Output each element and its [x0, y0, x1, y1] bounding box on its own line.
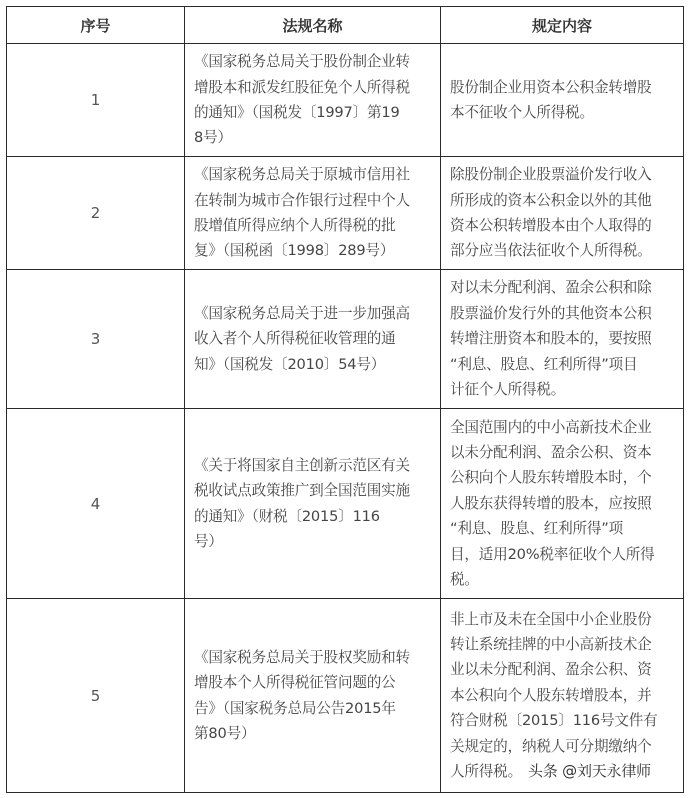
text-line: 全国范围内的中小高新技术企业 — [450, 418, 652, 436]
text-line: 股票溢价发行外的其他资本公积 — [450, 304, 652, 322]
regulation-name-cell — [185, 409, 441, 599]
text-line: 《国家税务总局关于原城市信用社 — [194, 166, 410, 184]
text-line: 转让系统挂牌的中小高新技术企 — [450, 635, 652, 653]
regulation-name-cell — [185, 599, 441, 793]
text-line: 告》（国家税务总局公告2015年 — [194, 699, 396, 717]
text-line: 号） — [194, 532, 223, 550]
text-line: 人股东获得转增的股本，应按照 — [450, 494, 652, 512]
row-index: 2 — [7, 157, 185, 270]
row-index: 3 — [7, 270, 185, 409]
regulations-table — [6, 6, 684, 793]
text-line: 8号） — [194, 129, 232, 147]
text-line: 《关于将国家自主创新示范区有关 — [194, 456, 410, 474]
header-index: 序号 — [7, 7, 185, 44]
text-line: 第80号） — [194, 724, 256, 742]
text-line — [450, 759, 675, 784]
table-row — [7, 409, 684, 599]
text-line: 本不征收个人所得税。 — [450, 104, 594, 121]
text-line: 《国家税务总局关于进一步加强高 — [194, 304, 410, 322]
table-row — [7, 270, 684, 409]
text-line: 部分应当依法征收个人所得税。 — [450, 242, 652, 260]
text-line: 股增值所得应纳个人所得税的批 — [194, 217, 396, 234]
text-line: “利息、股息、红利所得”项目 — [450, 355, 638, 373]
text-line-part: 人所得税。 — [450, 763, 522, 781]
text-line: 业以未分配利润、盈余公积、资 — [450, 661, 652, 679]
text-line: 在转制为城市合作银行过程中个人 — [194, 191, 410, 209]
text-line: 知》（国税发〔2010〕54号） — [194, 355, 386, 373]
text-line: 复》（国税函〔1998〕289号） — [194, 242, 395, 260]
text-line: 所形成的资本公积金以外的其他 — [450, 191, 652, 209]
row-index: 1 — [7, 44, 185, 157]
text-line: 资本公积转增股本由个人取得的 — [450, 217, 652, 234]
text-line: 符合财税〔2015〕116号文件有 — [450, 712, 658, 730]
regulation-name-cell — [185, 44, 441, 157]
provision-content-cell — [441, 270, 684, 409]
table-row — [7, 599, 684, 793]
text-line: 除股份制企业股票溢价发行收入 — [450, 166, 652, 184]
text-line: 收入者个人所得税征收管理的通 — [194, 330, 396, 348]
text-line: 增股本和派发红股征免个人所得税 — [194, 78, 410, 96]
provision-content-cell — [441, 44, 684, 157]
text-line: 以未分配利润、盈余公积、资本 — [450, 443, 652, 461]
text-line: 本公积向个人股东转增股本，并 — [450, 686, 652, 704]
text-line: 股份制企业用资本公积金转增股 — [450, 78, 652, 96]
provision-content-cell — [441, 409, 684, 599]
text-line: 《国家税务总局关于股权奖励和转 — [194, 648, 410, 666]
watermark: 头条 @刘天永律师 — [527, 762, 651, 781]
header-regulation-name: 法规名称 — [185, 7, 441, 44]
row-index: 5 — [7, 599, 185, 793]
provision-content-cell — [441, 157, 684, 270]
text-line: 关规定的，纳税人可分期缴纳个 — [450, 737, 652, 755]
row-index: 4 — [7, 409, 185, 599]
regulation-name-cell — [185, 157, 441, 270]
regulation-name-cell — [185, 270, 441, 409]
text-line: 《国家税务总局关于股份制企业转 — [194, 53, 410, 71]
text-line: 目，适用20%税率征收个人所得 — [450, 545, 655, 563]
table-row — [7, 157, 684, 270]
text-line: 增股本个人所得税征管问题的公 — [194, 674, 396, 692]
table-row — [7, 44, 684, 157]
text-line: 对以未分配利润、盈余公积和除 — [450, 279, 652, 297]
header-provision-content: 规定内容 — [441, 7, 684, 44]
text-line: 税。 — [450, 571, 479, 589]
text-line: 的通知》（财税〔2015〕116 — [194, 507, 380, 525]
text-line: 计征个人所得税。 — [450, 381, 566, 399]
text-line: 非上市及未在全国中小企业股份 — [450, 610, 652, 628]
table-header-row — [7, 7, 684, 44]
text-line: 税收试点政策推广到全国范围实施 — [194, 482, 410, 500]
text-line: 转增注册资本和股本的，要按照 — [450, 330, 652, 348]
text-line: 的通知》（国税发〔1997〕第19 — [194, 104, 400, 121]
provision-content-cell — [441, 599, 684, 793]
text-line: “利息、股息、红利所得”项 — [450, 520, 624, 538]
text-line: 公积向个人股东转增股本时，个 — [450, 469, 652, 487]
